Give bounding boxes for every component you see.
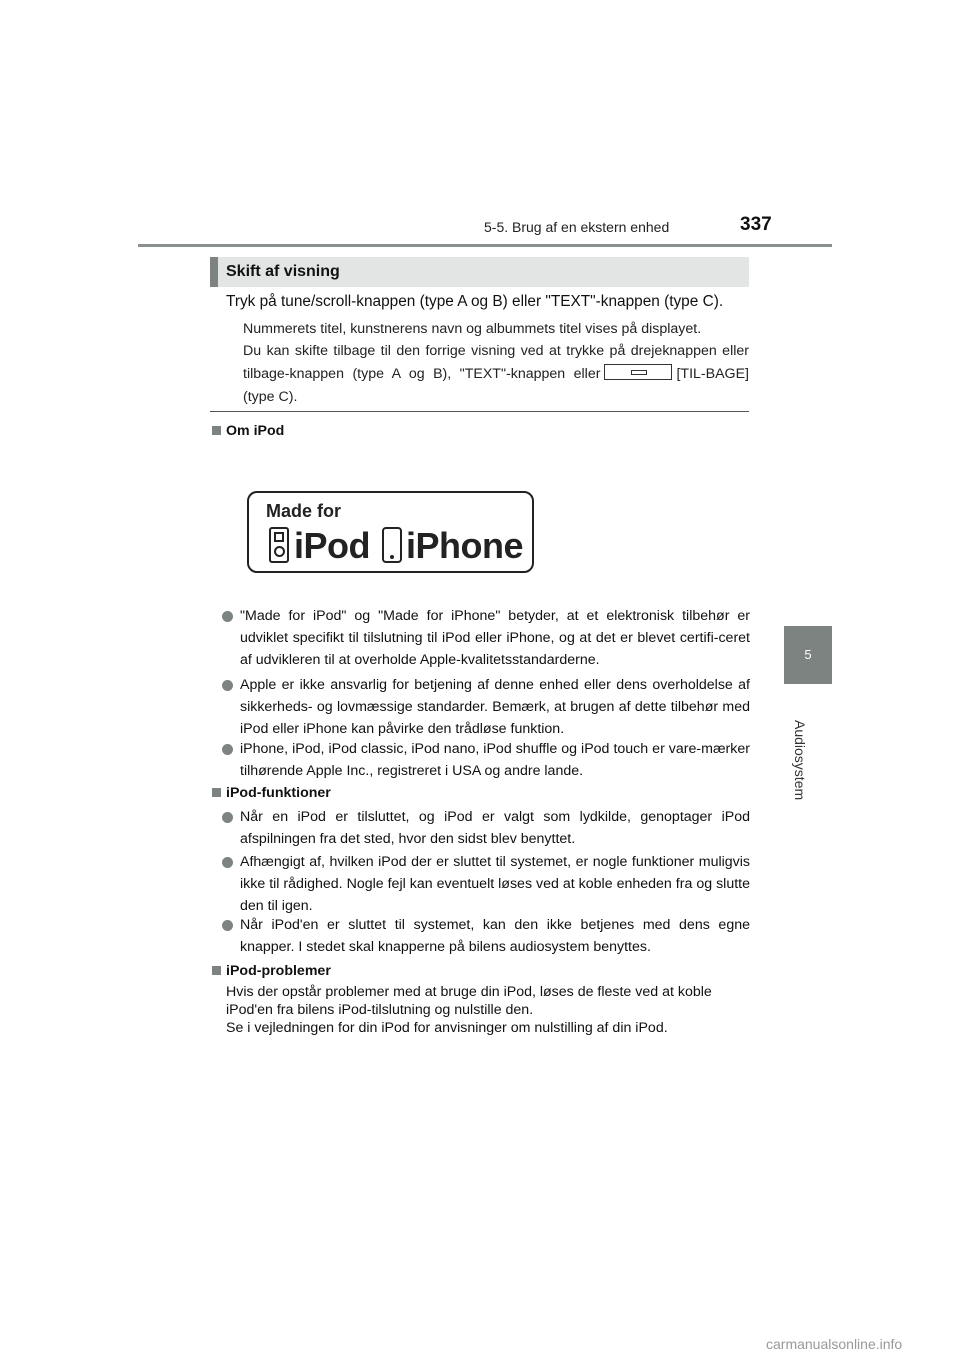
ipod-problemer-heading (210, 962, 750, 980)
chapter-tab: 5 (784, 626, 832, 684)
made-for-ipod-iphone-logo (247, 491, 534, 573)
logo-iphone: iPhone (406, 525, 524, 566)
om-ipod-heading (210, 422, 750, 440)
square-bullet-icon (212, 788, 221, 797)
bullet-icon (222, 744, 233, 755)
iphone-icon (382, 527, 402, 563)
step-instruction: Tryk på tune/scroll-knappen (type A og B) eller "TEXT"-knappen (type C). (226, 293, 724, 310)
step-note-2 (243, 340, 749, 409)
list-item: Apple er ikke ansvarlig for betjening af denne enhed eller dens overholdelse af sikkerheds- og lovmæssige standarder. Bemærk, at brugen af dette tilbehør med iPod eller iPhone kan påvirke den trådløse funktion. (222, 674, 750, 740)
heading-text: iPod-funktioner (226, 785, 331, 801)
ipod-icon (269, 527, 289, 563)
problem-line: Se i vejledningen for din iPod for anvisninger om nulstilling af din iPod. (226, 1020, 668, 1036)
step-note-1: Nummerets titel, kunstnerens navn og albummets titel vises på displayet. (243, 321, 702, 337)
list-item: iPhone, iPod, iPod classic, iPod nano, iPod shuffle og iPod touch er vare-mærker tilhørende Apple Inc., registreret i USA og andre lande. (222, 738, 750, 782)
bullet-icon (222, 680, 233, 691)
running-header-section: 5-5. Brug af en ekstern enhed (484, 219, 670, 235)
section-title: Skift af visning (210, 257, 749, 287)
list-item: "Made for iPod" og "Made for iPhone" betyder, at et elektronisk tilbehør er udviklet specifikt til tilslutning til iPod eller iPhone, og at det er blevet certifi-ceret af udvikleren til at overholde Apple-kvalitetsstandarderne. (222, 605, 750, 671)
back-key-icon (604, 364, 672, 380)
header-rule (138, 244, 832, 247)
square-bullet-icon (212, 426, 221, 435)
square-bullet-icon (212, 966, 221, 975)
problem-line: iPod'en fra bilens iPod-tilslutning og nulstille den. (226, 1002, 534, 1018)
heading-text: Om iPod (226, 423, 285, 439)
list-item: Afhængigt af, hvilken iPod der er sluttet til systemet, er nogle funktioner muligvis ikke til rådighed. Nogle fejl kan eventuelt løses ved at koble enheden fra og slutte den til igen. (222, 851, 750, 917)
bullet-icon (222, 857, 233, 868)
ipod-funktioner-heading (210, 784, 750, 802)
logo-ipod: iPod (294, 525, 370, 566)
list-item: Når iPod'en er sluttet til systemet, kan den ikke betjenes med dens egne knapper. I stedet skal knapperne på bilens audiosystem benyttes. (222, 914, 750, 958)
bullet-icon (222, 812, 233, 823)
list-item: Når en iPod er tilsluttet, og iPod er valgt som lydkilde, genoptager iPod afspilningen fra det sted, hvor den sidst blev benyttet. (222, 806, 750, 850)
heading-text: iPod-problemer (226, 963, 331, 979)
bullet-icon (222, 611, 233, 622)
problem-line: Hvis der opstår problemer med at bruge din iPod, løses de fleste ved at koble (226, 984, 712, 1000)
step-note-2-text-end: [TIL-BAGE] (type C). (243, 366, 749, 405)
chapter-title: Audiosystem (792, 720, 808, 801)
divider (210, 411, 749, 412)
logo-made-for: Made for (266, 501, 342, 521)
bullet-icon (222, 920, 233, 931)
page-number: 337 (740, 214, 772, 235)
step-note-2-text: Du kan skifte tilbage til den forrige visning ved at trykke på drejeknappen eller tilbage-knappen (type A og B), "TEXT"-knappen eller (243, 343, 749, 382)
watermark: carmanualsonline.info (766, 1336, 903, 1352)
